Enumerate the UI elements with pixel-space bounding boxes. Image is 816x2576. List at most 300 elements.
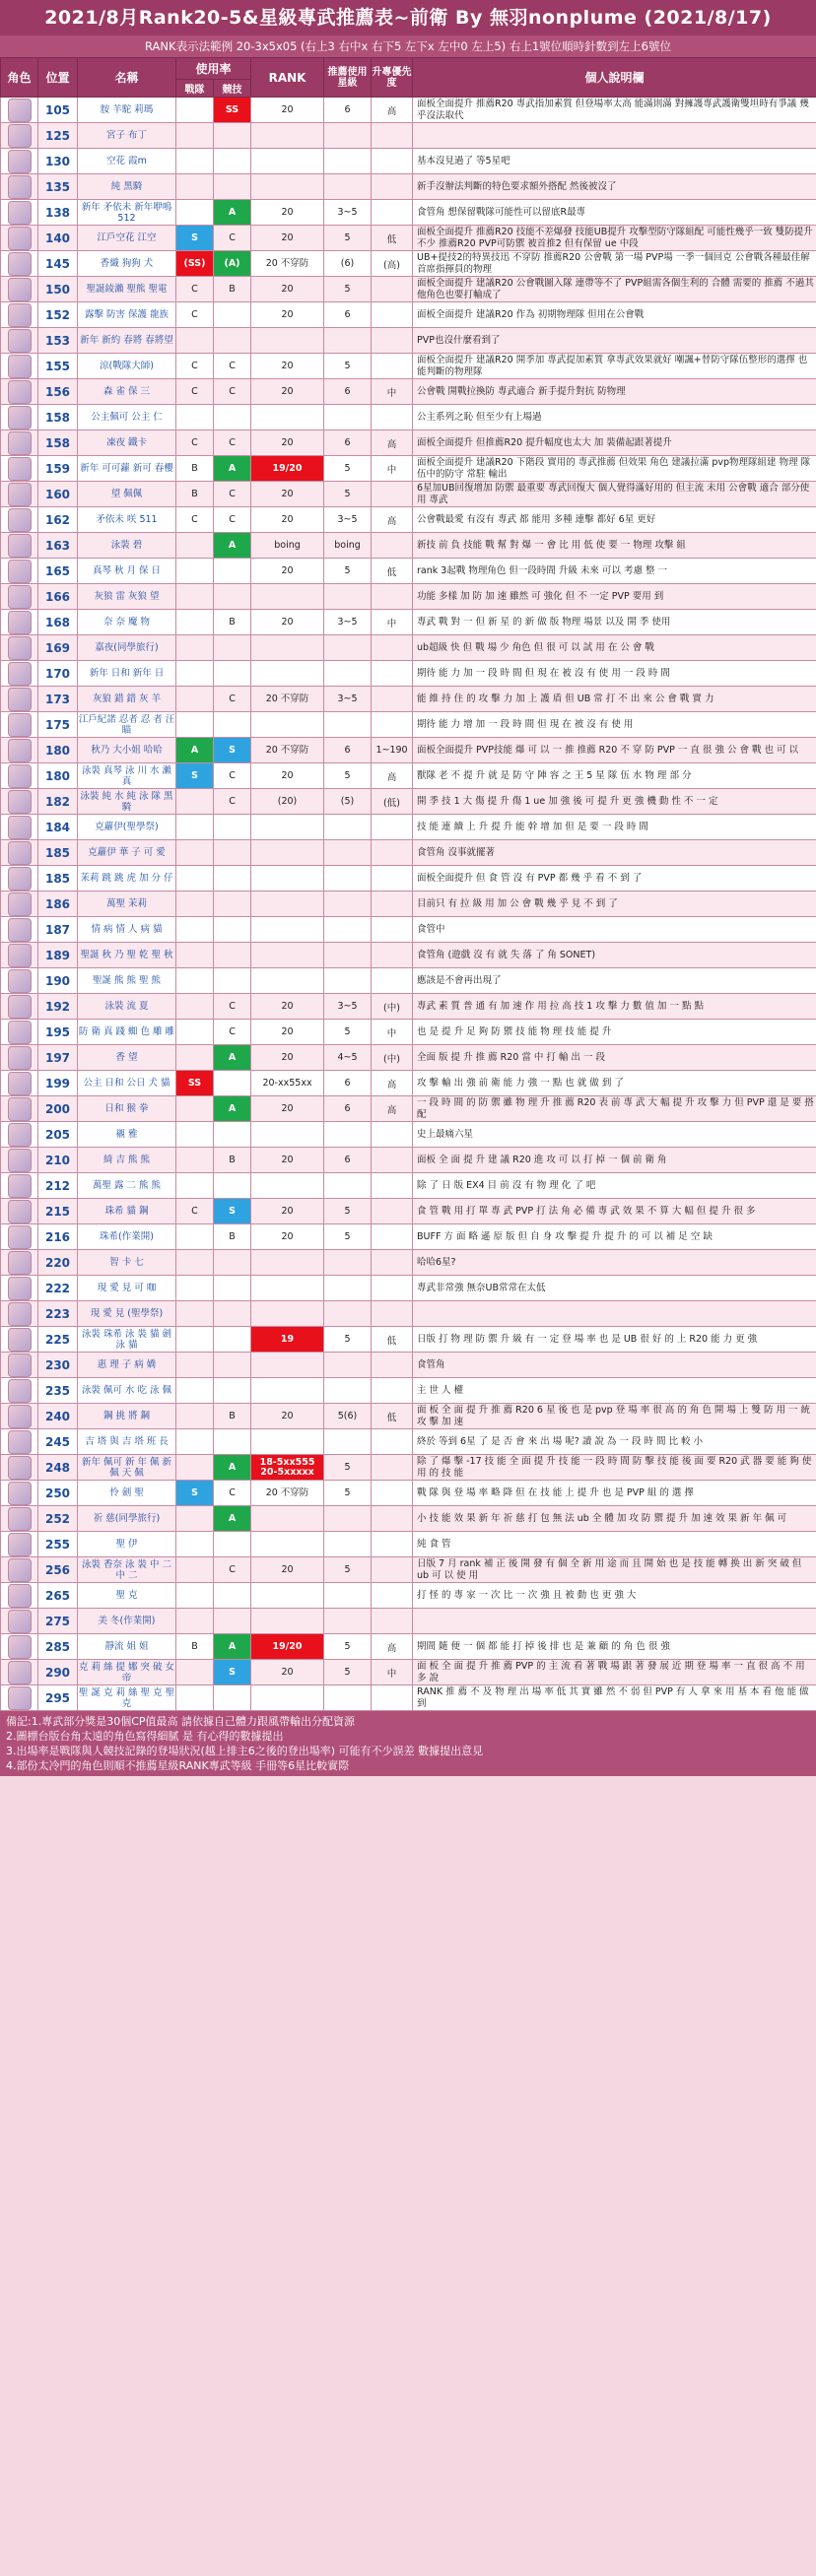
table-row [1,1455,816,1481]
pvp-cell [176,1148,214,1173]
character-avatar-icon [8,1021,32,1044]
notes-cell: 獸隊 老 不 提 升 就 是 防 守 陣 容 之 王 5 星 隊 伍 水 物 理 部 分 [413,763,816,789]
character-avatar-icon [8,124,32,148]
avatar-cell [1,430,38,456]
name-cell: 真琴 秋 月 保 日 [78,559,176,584]
position-cell: 223 [38,1301,78,1327]
rank-cell: 19 [251,1327,324,1353]
arena-cell: A [214,456,251,482]
star-cell [324,584,372,610]
rank-cell: 20 [251,302,324,328]
avatar-cell [1,584,38,610]
ue-cell [372,635,413,661]
character-avatar-icon [8,1558,32,1582]
avatar-cell [1,149,38,174]
character-avatar-icon [8,944,32,967]
avatar-cell [1,1429,38,1455]
pvp-cell [176,98,214,123]
pvp-cell [176,635,214,661]
pvp-cell: C [176,1199,214,1224]
arena-cell [214,123,251,149]
pvp-cell [176,815,214,840]
avatar-cell [1,1378,38,1404]
character-avatar-icon [8,457,32,481]
name-cell: 珠希(作業開) [78,1224,176,1250]
arena-cell: S [214,1660,251,1685]
arena-cell [214,968,251,994]
table-row [1,1020,816,1045]
position-cell: 212 [38,1173,78,1199]
pvp-cell [176,789,214,815]
star-cell [324,1250,372,1276]
arena-cell [214,1071,251,1096]
arena-cell: A [214,200,251,226]
pvp-cell [176,1429,214,1455]
header-star: 推薦使用星級 [324,58,372,98]
notes-cell: 面板全面提升 建議R20 開季加 專武提加素質 拿專武效果就好 嘲諷+替防守隊伍整形的選擇 也能判斷的物理隊 [413,354,816,379]
name-cell: 現 愛 見 可 咖 [78,1276,176,1301]
avatar-cell [1,1506,38,1532]
star-cell: 5(6) [324,1404,372,1429]
rank-cell: 19/20 [251,456,324,482]
notes-cell: 食 管 戰 用 打 單 專 武 PVP 打 法 角 必 備 專 武 效 果 不 算 大 幅 但 提 升 很 多 [413,1199,816,1224]
position-cell: 225 [38,1327,78,1353]
character-avatar-icon [8,1149,32,1172]
rank-cell: 18-5xx555 20-5xxxxx [251,1455,324,1481]
name-cell: 鋼 挑 將 鋼 [78,1404,176,1429]
star-cell [324,1583,372,1609]
character-avatar-icon [8,790,32,814]
pvp-cell [176,1250,214,1276]
footnote: 3.出場率是戰隊與人競技記錄的登場狀況(越上排主6之後的登出場率) 可能有不少誤差 數據提出意見 [6,1745,484,1757]
pvp-cell [176,1327,214,1353]
arena-cell: C [214,687,251,712]
star-cell: 5 [324,1557,372,1583]
pvp-cell [176,687,214,712]
pvp-cell [176,994,214,1020]
avatar-cell [1,994,38,1020]
rank-cell [251,917,324,943]
character-avatar-icon [8,99,32,122]
character-avatar-icon [8,1123,32,1147]
character-avatar-icon [8,1686,32,1710]
arena-cell: C [214,789,251,815]
star-cell [324,1506,372,1532]
table-row [1,738,816,763]
star-cell: 5 [324,482,372,507]
name-cell: 珠希 貓 鋼 [78,1199,176,1224]
star-cell [324,892,372,917]
character-avatar-icon [8,1610,32,1633]
star-cell: 6 [324,1148,372,1173]
table-row [1,149,816,174]
notes-cell: 除 了 爆 擊 -17 技 能 全 面 提 升 技 能 一 段 時 間 防 擊 技 能 後 面 要 R20 武 器 要 能 夠 使 用 的 技 能 [413,1455,816,1481]
star-cell: 6 [324,302,372,328]
header-name: 名稱 [78,58,176,98]
notes-cell: 開 季 技 1 大 傷 提 升 傷 1 ue 加 強 後 可 提 升 更 強 機 動 性 不 一 定 [413,789,816,815]
arena-cell [214,840,251,866]
rank-cell [251,1583,324,1609]
avatar-cell [1,1224,38,1250]
avatar-cell [1,866,38,892]
name-cell: 江戶紀諾 忍者 忍 者 汪 瞄 [78,713,175,736]
avatar-cell [1,328,38,354]
table-row [1,917,816,943]
character-avatar-icon [8,1661,32,1684]
position-cell: 197 [38,1045,78,1071]
rank-cell: 20 [251,1224,324,1250]
position-cell: 140 [38,226,78,251]
position-cell: 160 [38,482,78,507]
ue-cell [372,1557,413,1583]
table-row [1,507,816,533]
position-cell: 150 [38,277,78,302]
pvp-cell [176,1045,214,1071]
pvp-cell [176,1557,214,1583]
position-cell: 158 [38,430,78,456]
rank-cell [251,635,324,661]
star-cell: 5 [324,1224,372,1250]
arena-cell [214,302,251,328]
star-cell [324,123,372,149]
avatar-cell [1,763,38,789]
pvp-cell [176,1276,214,1301]
name-cell: 泳裝 珠希 泳 裝 貓 劍 泳 貓 [78,1327,176,1353]
star-cell [324,1353,372,1378]
position-cell: 285 [38,1634,78,1660]
notes-cell: 終於 等到 6星 了 是 否 會 來 出 場 呢? 讀 說 為 一 段 時 間 比 較 小 [413,1429,816,1455]
table-row [1,1685,816,1711]
name-cell: 泳裝 佩可 水 吃 泳 佩 [78,1378,176,1404]
rank-cell: 20 [251,354,324,379]
ue-cell: 中 [372,379,413,405]
star-cell [324,1122,372,1148]
rank-cell [251,1250,324,1276]
position-cell: 168 [38,610,78,635]
notes-cell: BUFF 方 面 略 遜 原 版 但 自 身 攻 擊 提 升 提 升 的 可 以 補 足 空 缺 [413,1224,816,1250]
arena-cell: A [214,1506,251,1532]
star-cell: boing [324,533,372,559]
star-cell [324,328,372,354]
notes-cell: ub超級 快 但 戰 場 少 角色 但 很 可 以 試 用 在 公 會 戰 [413,635,816,661]
table-row [1,405,816,430]
name-cell: 純 黑騎 [78,174,176,200]
name-cell: 香織 狗狗 犬 [78,251,176,277]
arena-cell [214,1301,251,1327]
position-cell: 210 [38,1148,78,1173]
ue-cell: 中 [372,610,413,635]
pvp-cell [176,123,214,149]
avatar-cell [1,1455,38,1481]
ue-cell [372,277,413,302]
star-cell: 5 [324,456,372,482]
table-row [1,379,816,405]
notes-cell: 公會戰 開戰拉換防 專武適合 新手提升對抗 防物理 [413,379,816,405]
star-cell [324,943,372,968]
character-avatar-icon [8,611,32,634]
position-cell: 159 [38,456,78,482]
arena-cell: SS [214,98,251,123]
avatar-cell [1,1404,38,1429]
table-row [1,610,816,635]
star-cell: (5) [324,789,372,815]
name-cell: 聖誕 秋 乃 聖 乾 聖 秋 [78,943,176,968]
pvp-cell [176,661,214,687]
position-cell: 248 [38,1455,78,1481]
arena-cell [214,1250,251,1276]
notes-cell: 期待 能 力 增 加 一 段 時 間 但 現 在 被 沒 有 使 用 [413,712,816,738]
table-row [1,1250,816,1276]
notes-cell: 面板全面提升 推薦R20 技能不差爆發 技能UB提升 攻擊型防守隊組配 可能性幾乎一致 雙防提升不少 推薦R20 PVP可防禦 被首推2 但有保留 ue 中段 [413,226,816,251]
star-cell [324,635,372,661]
character-avatar-icon [8,969,32,993]
avatar-cell [1,635,38,661]
star-cell: 5 [324,1634,372,1660]
name-cell: 吉 塔 與 吉 塔 班 長 [78,1429,176,1455]
ue-cell: (中) [372,1045,413,1071]
table-row [1,174,816,200]
star-cell: 5 [324,1660,372,1685]
pvp-cell [176,559,214,584]
ue-cell [372,200,413,226]
arena-cell: B [214,610,251,635]
notes-cell: 專武非常強 無奈UB常常在太低 [413,1276,816,1301]
header-usage-rate: 使用率 [176,58,251,80]
position-cell: 252 [38,1506,78,1532]
avatar-cell [1,277,38,302]
table-row [1,1378,816,1404]
table-row [1,1045,816,1071]
avatar-cell [1,1045,38,1071]
rank-cell [251,1353,324,1378]
pvp-cell: C [176,302,214,328]
arena-cell: A [214,1045,251,1071]
avatar-cell [1,1660,38,1685]
avatar-cell [1,507,38,533]
position-cell: 199 [38,1071,78,1096]
character-avatar-icon [8,1584,32,1608]
arena-cell: A [214,1634,251,1660]
character-avatar-icon [8,688,32,711]
position-cell: 245 [38,1429,78,1455]
avatar-cell [1,943,38,968]
position-cell: 105 [38,98,78,123]
notes-cell: 面板全面提升 建議R20 作為 初期物理隊 但用在公會戰 [413,302,816,328]
table-row [1,1609,816,1634]
star-cell [324,840,372,866]
position-cell: 185 [38,866,78,892]
avatar-cell [1,968,38,994]
star-cell: 6 [324,1096,372,1122]
header-position: 位置 [38,58,78,98]
table-row [1,1429,816,1455]
star-cell: 5 [324,1199,372,1224]
avatar-cell [1,1532,38,1557]
table-row [1,712,816,738]
rank-cell: 20 [251,1096,324,1122]
name-cell: 聖 克 [78,1583,176,1609]
character-avatar-icon [8,1072,32,1095]
position-cell: 256 [38,1557,78,1583]
character-avatar-icon [8,764,32,788]
position-cell: 290 [38,1660,78,1685]
rank-cell [251,1532,324,1557]
notes-cell: 日版 打 物 理 防 禦 升 級 有 一 定 登 場 率 也 是 UB 很 好 的 上 R20 能 力 更 強 [413,1327,816,1353]
position-cell: 240 [38,1404,78,1429]
star-cell: 5 [324,1327,372,1353]
ue-cell: 高 [372,430,413,456]
name-cell: 靜流 姐 姐 [78,1634,176,1660]
character-avatar-icon [8,1379,32,1403]
position-cell: 156 [38,379,78,405]
name-cell: 新年 新約 春將 春將望 [78,328,176,354]
ue-cell: (低) [372,789,413,815]
position-cell: 192 [38,994,78,1020]
avatar-cell [1,559,38,584]
rank-cell: 20 [251,1660,324,1685]
arena-cell [214,661,251,687]
rank-cell [251,892,324,917]
notes-cell: 公主系列之恥 但至少有上場過 [413,405,816,430]
ue-cell [372,1224,413,1250]
table-row [1,200,816,226]
arena-cell: B [214,1148,251,1173]
position-cell: 235 [38,1378,78,1404]
pvp-cell: S [176,226,214,251]
notes-cell: 期間 隨 便 一 個 都 能 打 掉 後 排 也 是 兼 顧 的 角 色 很 強 [413,1634,816,1660]
rank-cell [251,1685,324,1711]
star-cell: 3~5 [324,200,372,226]
character-avatar-icon [8,1456,32,1480]
arena-cell: S [214,738,251,763]
arena-cell [214,892,251,917]
position-cell: 184 [38,815,78,840]
position-cell: 153 [38,328,78,354]
rank-cell: 20 [251,507,324,533]
ue-cell [372,892,413,917]
arena-cell: B [214,1404,251,1429]
position-cell: 275 [38,1609,78,1634]
rank-cell: 20 [251,379,324,405]
notes-cell: 戰 隊 與 登 場 率 略 降 但 在 技 能 上 提 升 也 是 PVP 組 的 選 擇 [413,1481,816,1506]
pvp-cell [176,1455,214,1481]
character-avatar-icon [8,380,32,404]
position-cell: 175 [38,712,78,738]
character-avatar-icon [8,816,32,839]
ue-cell: (高) [372,251,413,277]
table-row [1,1634,816,1660]
rank-cell: 20 [251,1557,324,1583]
table-row [1,763,816,789]
name-cell: 怜 劍 聖 [78,1481,176,1506]
table-row [1,584,816,610]
arena-cell: C [214,1557,251,1583]
character-avatar-icon [8,406,32,429]
ue-cell [372,1583,413,1609]
star-cell: 5 [324,1020,372,1045]
avatar-cell [1,174,38,200]
avatar-cell [1,1071,38,1096]
character-avatar-icon [8,431,32,455]
ue-cell [372,943,413,968]
arena-cell [214,1609,251,1634]
avatar-cell [1,1199,38,1224]
pvp-cell [176,1506,214,1532]
position-cell: 255 [38,1532,78,1557]
notes-cell: 期待 能 力 加 一 段 時 間 但 現 在 被 沒 有 使 用 一 段 時 間 [413,661,816,687]
ue-cell [372,1609,413,1634]
pvp-cell [176,1660,214,1685]
rank-cell [251,123,324,149]
character-avatar-icon [8,995,32,1019]
table-row [1,1327,816,1353]
rank-cell: 20 不穿防 [251,738,324,763]
position-cell: 152 [38,302,78,328]
arena-cell [214,815,251,840]
avatar-cell [1,840,38,866]
star-cell [324,149,372,174]
rank-cell [251,661,324,687]
character-avatar-icon [8,1533,32,1556]
position-cell: 205 [38,1122,78,1148]
notes-cell [413,1609,816,1634]
notes-cell: 攻 擊 輸 出 強 前 衛 能 力 強 一 點 也 就 做 到 了 [413,1071,816,1096]
star-cell: 5 [324,1455,372,1481]
ue-cell: 低 [372,559,413,584]
table-row [1,1481,816,1506]
avatar-cell [1,687,38,712]
notes-cell: 小 技 能 效 果 新 年 祈 慈 打 包 無 法 ub 全 體 加 攻 防 禦 提 升 加 速 效 果 新 年 佩 可 [413,1506,816,1532]
arena-cell: A [214,1096,251,1122]
ue-cell [372,174,413,200]
arena-cell [214,405,251,430]
avatar-cell [1,1685,38,1711]
character-avatar-icon [8,1482,32,1505]
avatar-cell [1,533,38,559]
table-row [1,1301,816,1327]
character-avatar-icon [8,1200,32,1223]
rank-cell [251,405,324,430]
avatar-cell [1,379,38,405]
rank-cell [251,174,324,200]
avatar-cell [1,123,38,149]
star-cell: 6 [324,98,372,123]
position-cell: 135 [38,174,78,200]
avatar-cell [1,1557,38,1583]
rank-cell: 19/20 [251,1634,324,1660]
header-arena: 競技 [214,80,251,98]
notes-cell: 面板全面提升 PVP技能 爆 可 以 一 推 推薦 R20 不 穿 防 PVP 一 直 很 強 公 會 戰 也 可 以 [413,738,816,763]
pvp-cell [176,1301,214,1327]
pvp-cell [176,1224,214,1250]
pvp-cell [176,968,214,994]
character-avatar-icon [8,508,32,532]
name-cell: 襯 雅 [78,1122,176,1148]
notes-cell: 面板全面提升 建議R20 公會戰圖入隊 連帶等不了 PVP組需各個生利的 合體 需要的 推薦 不過其他角色也要打輸成了 [413,277,816,302]
notes-cell: 哈哈6星? [413,1250,816,1276]
name-cell: 新年 日和 新年 日 [78,661,176,687]
name-cell: 香 望 [78,1045,176,1071]
arena-cell: C [214,430,251,456]
notes-cell: RANK 推 薦 不 及 物 理 出 場 率 低 其 實 雖 然 不 弱 但 PVP 有 人 拿 來 用 基 本 看 他 能 做 到 [413,1685,816,1711]
ue-cell [372,302,413,328]
header-pvp: 戰隊 [176,80,214,98]
position-cell: 186 [38,892,78,917]
table-row [1,1353,816,1378]
pvp-cell: B [176,456,214,482]
arena-cell [214,1583,251,1609]
pvp-cell [176,174,214,200]
